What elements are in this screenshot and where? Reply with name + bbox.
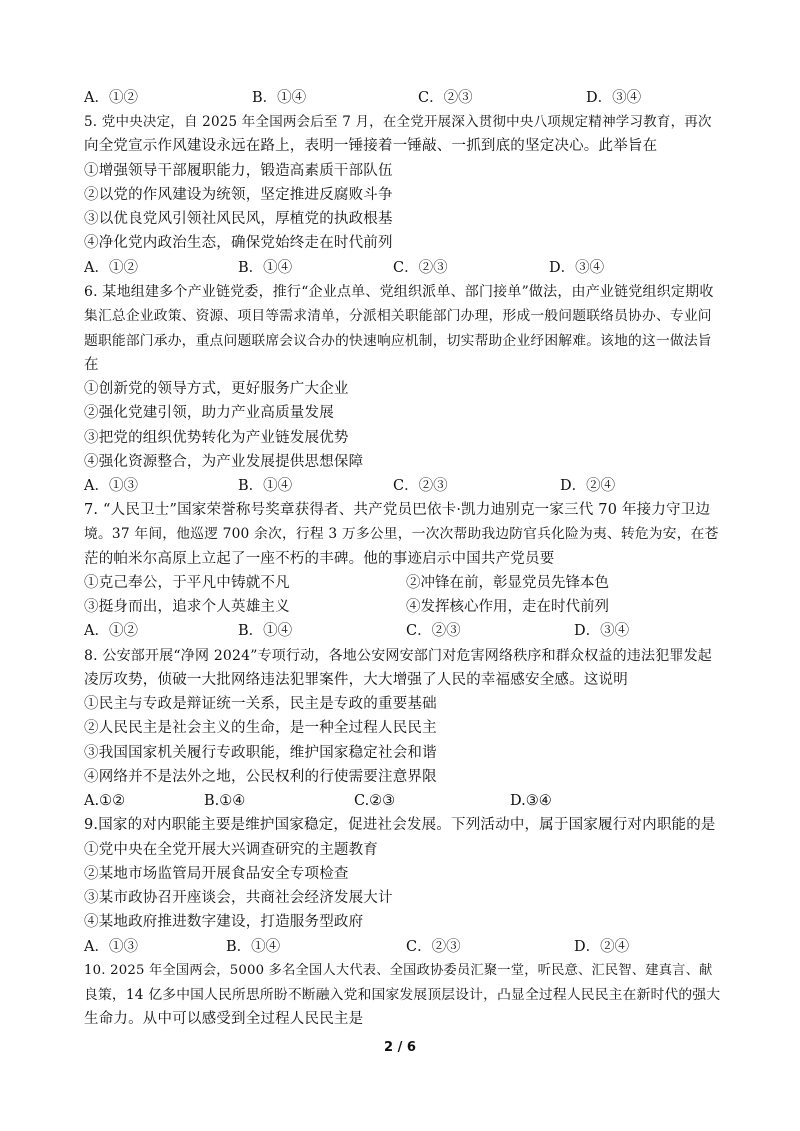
q6-item: ①创新党的领导方式，更好服务广大企业 — [84, 381, 349, 397]
q7-option-a: A．①② — [84, 623, 138, 639]
q6-stem-line: 6. 某地组建多个产业链党委，推行“企业点单、党组织派单、部门接单”做法，由产业链党组织定期收 — [84, 284, 714, 300]
q9-option-c: C．②③ — [406, 939, 461, 955]
q5-item: ①增强领导干部履职能力，锻造高素质干部队伍 — [84, 163, 393, 179]
q8-option-b: B.①④ — [204, 793, 246, 809]
q7-stem-line: 境。37 年间，他巡逻 700 余次，行程 3 万多公里，一次次帮助我边防官兵化险为夷、转危为安，在苍 — [84, 526, 719, 542]
q8-stem-line: 凌厉攻势，侦破一大批网络违法犯罪案件，大大增强了人民的幸福感安全感。这说明 — [84, 672, 628, 688]
q9-option-d: D．②④ — [574, 939, 630, 955]
q9-item: ④某地政府推进数字建设，打造服务型政府 — [84, 914, 364, 930]
q6-item: ③把党的组织优势转化为产业链发展优势 — [84, 430, 349, 446]
q4-option-a: A．①② — [84, 90, 138, 106]
q9-stem-line: 9.国家的对内职能主要是维护国家稳定，促进社会发展。下列活动中，属于国家履行对内职能的是 — [84, 817, 716, 833]
q7-item: ④发挥核心作用，走在时代前列 — [406, 599, 609, 615]
q5-option-b: B．①④ — [238, 260, 293, 276]
q9-item: ②某地市场监管局开展食品安全专项检查 — [84, 866, 349, 882]
page-number: 2 / 6 — [384, 1040, 416, 1055]
q8-item: ①民主与专政是辩证统一关系，民主是专政的重要基础 — [84, 696, 437, 712]
q9-item: ①党中央在全党开展大兴调查研究的主题教育 — [84, 842, 378, 858]
q4-option-d: D．③④ — [586, 90, 642, 106]
q4-option-c: C．②③ — [418, 90, 473, 106]
q9-item: ③某市政协召开座谈会，共商社会经济发展大计 — [84, 890, 393, 906]
q8-option-c: C.②③ — [354, 793, 396, 809]
q7-item: ②冲锋在前，彰显党员先锋本色 — [406, 575, 609, 591]
q5-option-c: C．②③ — [393, 260, 448, 276]
q6-item: ②强化党建引领，助力产业高质量发展 — [84, 405, 334, 421]
q5-item: ③以优良党风引领社风民风，厚植党的执政根基 — [84, 211, 393, 227]
q5-option-d: D．③④ — [549, 260, 605, 276]
q5-item: ④净化党内政治生态，确保党始终走在时代前列 — [84, 235, 393, 251]
q7-stem-line: 茫的帕米尔高原上立起了一座不朽的丰碑。他的事迹启示中国共产党员要 — [84, 551, 555, 567]
q10-stem-line: 10. 2025 年全国两会，5000 多名全国人大代表、全国政协委员汇聚一堂，听民意、汇民智、建真言、献 — [84, 963, 713, 978]
q8-item: ②人民民主是社会主义的生命，是一种全过程人民民主 — [84, 720, 437, 736]
q7-item: ③挺身而出，追求个人英雄主义 — [84, 599, 290, 615]
q5-stem-line: 向全党宣示作风建设永远在路上，表明一锤接着一锤敲、一抓到底的坚定决心。此举旨在 — [84, 138, 658, 154]
q7-option-b: B．①④ — [238, 623, 293, 639]
q8-option-d: D.③④ — [510, 793, 552, 809]
q5-option-a: A．①② — [84, 260, 138, 276]
q6-option-d: D．②④ — [560, 478, 616, 494]
q6-stem-line: 集汇总企业政策、资源、项目等需求清单，分派相关职能部门办理，形成一般问题联络员协办、专业问 — [84, 308, 712, 324]
q6-option-a: A．①③ — [84, 478, 138, 494]
q5-item: ②以党的作风建设为统领，坚定推进反腐败斗争 — [84, 187, 393, 203]
q7-option-c: C．②③ — [406, 623, 461, 639]
q10-stem-line: 生命力。从中可以感受到全过程人民民主是 — [84, 1011, 364, 1027]
q4-option-b: B．①④ — [252, 90, 307, 106]
q8-item: ③我国国家机关履行专政职能，维护国家稳定社会和谐 — [84, 745, 437, 761]
q7-option-d: D．③④ — [574, 623, 630, 639]
q5-stem-line: 5. 党中央决定，自 2025 年全国两会后至 7 月，在全党开展深入贯彻中央八项规定精神学习教育，再次 — [84, 114, 712, 130]
q9-option-b: B．①④ — [226, 939, 281, 955]
q6-item: ④强化资源整合，为产业发展提供思想保障 — [84, 454, 364, 470]
q7-stem-line: 7. “人民卫士”国家荣誉称号奖章获得者、共产党员巴依卡·凯力迪别克一家三代 70 年接力守卫边 — [84, 502, 711, 518]
q8-item: ④网络并不是法外之地，公民权利的行使需要注意界限 — [84, 769, 437, 785]
q6-option-c: C．②③ — [393, 478, 448, 494]
q10-stem-line: 良策，14 亿多中国人民所思所盼不断融入党和国家发展顶层设计，凸显全过程人民民主在新时代的强大 — [84, 987, 721, 1003]
q6-stem-line: 题职能部门承办，重点问题联席会议合办的快速响应机制，切实帮助企业纾困解难。该地的这一做法旨 — [84, 333, 712, 349]
q6-stem-line: 在 — [84, 357, 99, 373]
q8-stem-line: 8. 公安部开展“净网 2024”专项行动，各地公安网安部门对危害网络秩序和群众权益的违法犯罪发起 — [84, 648, 712, 664]
q9-option-a: A．①③ — [84, 939, 138, 955]
q6-option-b: B．①④ — [238, 478, 293, 494]
q7-item: ①克己奉公，于平凡中铸就不凡 — [84, 575, 290, 591]
q8-option-a: A.①② — [84, 793, 126, 809]
